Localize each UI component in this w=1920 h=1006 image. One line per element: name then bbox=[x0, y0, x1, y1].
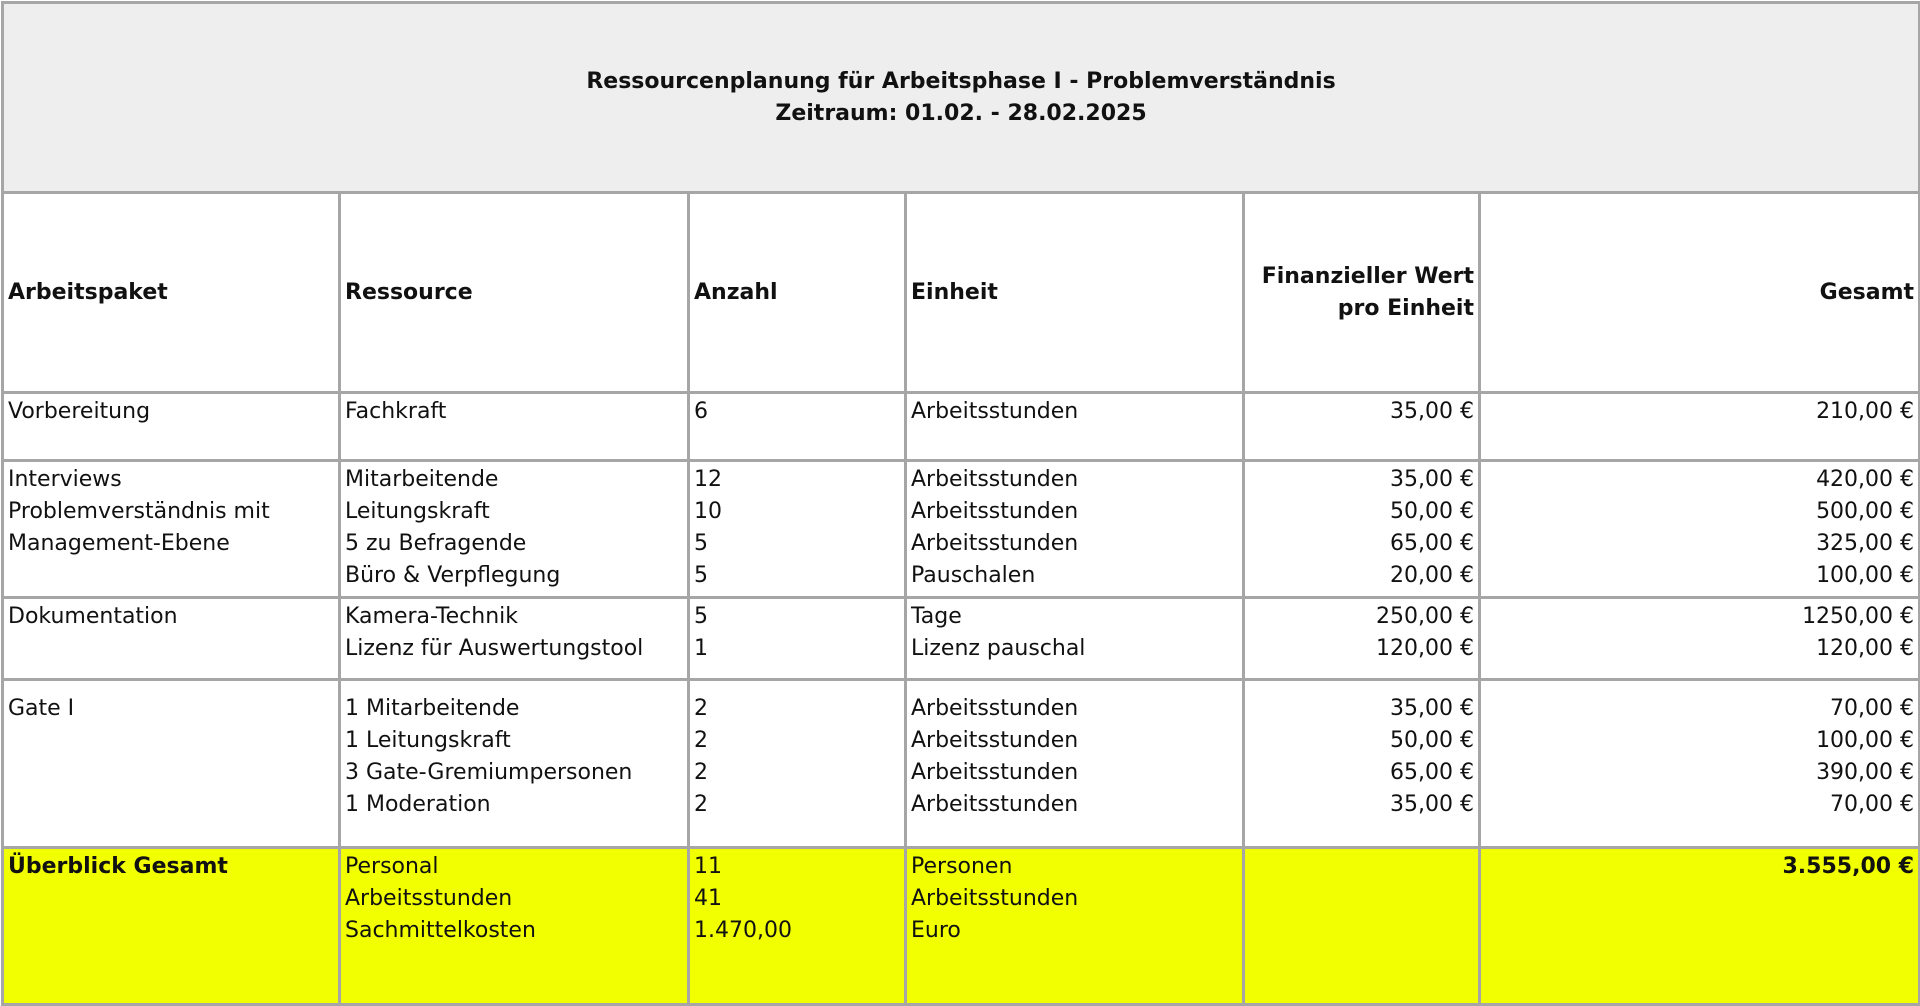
cell-ressource bbox=[340, 598, 689, 680]
cell-anzahl bbox=[689, 461, 906, 598]
paket-line: Interviews bbox=[8, 467, 122, 492]
ressource-line: Fachkraft bbox=[345, 399, 447, 424]
einheit-line: Arbeitsstunden bbox=[911, 399, 1079, 424]
ressource-line: Lizenz für Auswertungstool bbox=[345, 636, 644, 661]
summary-ressource-line: Sachmittelkosten bbox=[345, 918, 536, 943]
paket-line: Management-Ebene bbox=[8, 531, 230, 556]
cell-gesamt bbox=[1480, 598, 1920, 680]
cell-einheit bbox=[906, 680, 1244, 848]
cell-wert bbox=[1244, 461, 1480, 598]
gesamt-line: 390,00 € bbox=[1816, 760, 1915, 785]
anzahl-line: 10 bbox=[694, 499, 722, 524]
anzahl-line: 2 bbox=[694, 760, 708, 785]
ressource-line: Leitungskraft bbox=[345, 499, 490, 524]
gesamt-line: 325,00 € bbox=[1816, 531, 1915, 556]
ressource-line: Kamera-Technik bbox=[345, 604, 519, 629]
einheit-line: Arbeitsstunden bbox=[911, 531, 1079, 556]
wert-line: 35,00 € bbox=[1390, 696, 1474, 721]
einheit-line: Arbeitsstunden bbox=[911, 792, 1079, 817]
anzahl-line: 12 bbox=[694, 467, 722, 492]
anzahl-line: 2 bbox=[694, 792, 708, 817]
cell-einheit bbox=[906, 393, 1244, 461]
header-arbeitspaket: Arbeitspaket bbox=[3, 193, 340, 393]
cell-gesamt bbox=[1480, 393, 1920, 461]
gesamt-line: 420,00 € bbox=[1816, 467, 1915, 492]
table-row bbox=[3, 598, 1920, 680]
table-title bbox=[3, 3, 1920, 193]
ressource-line: 5 zu Befragende bbox=[345, 531, 527, 556]
einheit-line: Tage bbox=[911, 604, 962, 629]
cell-gesamt bbox=[1480, 680, 1920, 848]
summary-einheit-line: Arbeitsstunden bbox=[911, 886, 1079, 911]
anzahl-line: 6 bbox=[694, 399, 708, 424]
einheit-line: Arbeitsstunden bbox=[911, 696, 1079, 721]
resource-planning-table bbox=[1, 1, 1920, 1006]
summary-ressource-line: Arbeitsstunden bbox=[345, 886, 513, 911]
anzahl-line: 5 bbox=[694, 563, 708, 588]
wert-line: 65,00 € bbox=[1390, 760, 1474, 785]
wert-line: 35,00 € bbox=[1390, 792, 1474, 817]
einheit-line: Arbeitsstunden bbox=[911, 499, 1079, 524]
table-row bbox=[3, 461, 1920, 598]
wert-line: 50,00 € bbox=[1390, 728, 1474, 753]
cell-arbeitspaket bbox=[3, 393, 340, 461]
cell-ressource bbox=[340, 680, 689, 848]
cell-arbeitspaket bbox=[3, 598, 340, 680]
wert-line: 35,00 € bbox=[1390, 467, 1474, 492]
gesamt-line: 1250,00 € bbox=[1802, 604, 1915, 629]
ressource-line: Büro & Verpflegung bbox=[345, 563, 561, 588]
gesamt-line: 210,00 € bbox=[1816, 399, 1915, 424]
paket-line: Gate I bbox=[8, 696, 75, 721]
header-ressource: Ressource bbox=[340, 193, 689, 393]
ressource-line: 1 Moderation bbox=[345, 792, 491, 817]
cell-einheit bbox=[906, 598, 1244, 680]
summary-row bbox=[3, 848, 1920, 1005]
paket-line: Vorbereitung bbox=[8, 399, 151, 424]
title-line-1: Ressourcenplanung für Arbeitsphase I - Problemverständnis bbox=[586, 68, 1336, 94]
paket-line: Problemverständnis mit bbox=[8, 499, 270, 524]
einheit-line: Arbeitsstunden bbox=[911, 760, 1079, 785]
summary-anzahl-line: 1.470,00 bbox=[694, 918, 792, 943]
wert-line: 50,00 € bbox=[1390, 499, 1474, 524]
header-wert-line-2: pro Einheit bbox=[1337, 295, 1474, 321]
anzahl-line: 2 bbox=[694, 728, 708, 753]
cell-anzahl bbox=[689, 598, 906, 680]
header-gesamt: Gesamt bbox=[1480, 193, 1920, 393]
gesamt-line: 120,00 € bbox=[1816, 636, 1915, 661]
header-anzahl: Anzahl bbox=[689, 193, 906, 393]
summary-anzahl-line: 11 bbox=[694, 854, 722, 879]
header-finanzieller-wert bbox=[1244, 193, 1480, 393]
summary-einheit-line: Personen bbox=[911, 854, 1013, 879]
header-wert-line-1: Finanzieller Wert bbox=[1261, 263, 1474, 289]
summary-anzahl-cell bbox=[689, 848, 906, 1005]
ressource-line: 1 Leitungskraft bbox=[345, 728, 511, 753]
summary-anzahl-line: 41 bbox=[694, 886, 722, 911]
header-row bbox=[3, 193, 1920, 393]
summary-einheit-cell bbox=[906, 848, 1244, 1005]
cell-wert bbox=[1244, 680, 1480, 848]
cell-ressource bbox=[340, 393, 689, 461]
cell-arbeitspaket bbox=[3, 461, 340, 598]
wert-line: 20,00 € bbox=[1390, 563, 1474, 588]
gesamt-line: 500,00 € bbox=[1816, 499, 1915, 524]
anzahl-line: 5 bbox=[694, 531, 708, 556]
cell-ressource bbox=[340, 461, 689, 598]
gesamt-line: 70,00 € bbox=[1830, 696, 1915, 721]
ressource-line: Mitarbeitende bbox=[345, 467, 499, 492]
cell-wert bbox=[1244, 598, 1480, 680]
einheit-line: Arbeitsstunden bbox=[911, 728, 1079, 753]
gesamt-line: 100,00 € bbox=[1816, 563, 1915, 588]
cell-anzahl bbox=[689, 393, 906, 461]
anzahl-line: 5 bbox=[694, 604, 708, 629]
summary-wert-cell bbox=[1244, 848, 1480, 1005]
cell-arbeitspaket bbox=[3, 680, 340, 848]
table-row bbox=[3, 393, 1920, 461]
wert-line: 65,00 € bbox=[1390, 531, 1474, 556]
title-line-2: Zeitraum: 01.02. - 28.02.2025 bbox=[775, 100, 1147, 126]
wert-line: 35,00 € bbox=[1390, 399, 1474, 424]
ressource-line: 1 Mitarbeitende bbox=[345, 696, 520, 721]
paket-line: Dokumentation bbox=[8, 604, 178, 629]
cell-einheit bbox=[906, 461, 1244, 598]
summary-gesamt: 3.555,00 € bbox=[1782, 854, 1915, 879]
summary-label-cell bbox=[3, 848, 340, 1005]
cell-anzahl bbox=[689, 680, 906, 848]
table-row bbox=[3, 680, 1920, 848]
einheit-line: Pauschalen bbox=[911, 563, 1036, 588]
cell-gesamt bbox=[1480, 461, 1920, 598]
anzahl-line: 2 bbox=[694, 696, 708, 721]
summary-ressource-cell bbox=[340, 848, 689, 1005]
wert-line: 250,00 € bbox=[1376, 604, 1474, 629]
wert-line: 120,00 € bbox=[1376, 636, 1474, 661]
summary-gesamt-cell bbox=[1480, 848, 1920, 1005]
summary-ressource-line: Personal bbox=[345, 854, 439, 879]
cell-wert bbox=[1244, 393, 1480, 461]
summary-label: Überblick Gesamt bbox=[8, 854, 228, 879]
gesamt-line: 100,00 € bbox=[1816, 728, 1915, 753]
ressource-line: 3 Gate-Gremiumpersonen bbox=[345, 760, 633, 785]
header-einheit: Einheit bbox=[906, 193, 1244, 393]
anzahl-line: 1 bbox=[694, 636, 708, 661]
gesamt-line: 70,00 € bbox=[1830, 792, 1915, 817]
einheit-line: Arbeitsstunden bbox=[911, 467, 1079, 492]
summary-einheit-line: Euro bbox=[911, 918, 961, 943]
einheit-line: Lizenz pauschal bbox=[911, 636, 1086, 661]
